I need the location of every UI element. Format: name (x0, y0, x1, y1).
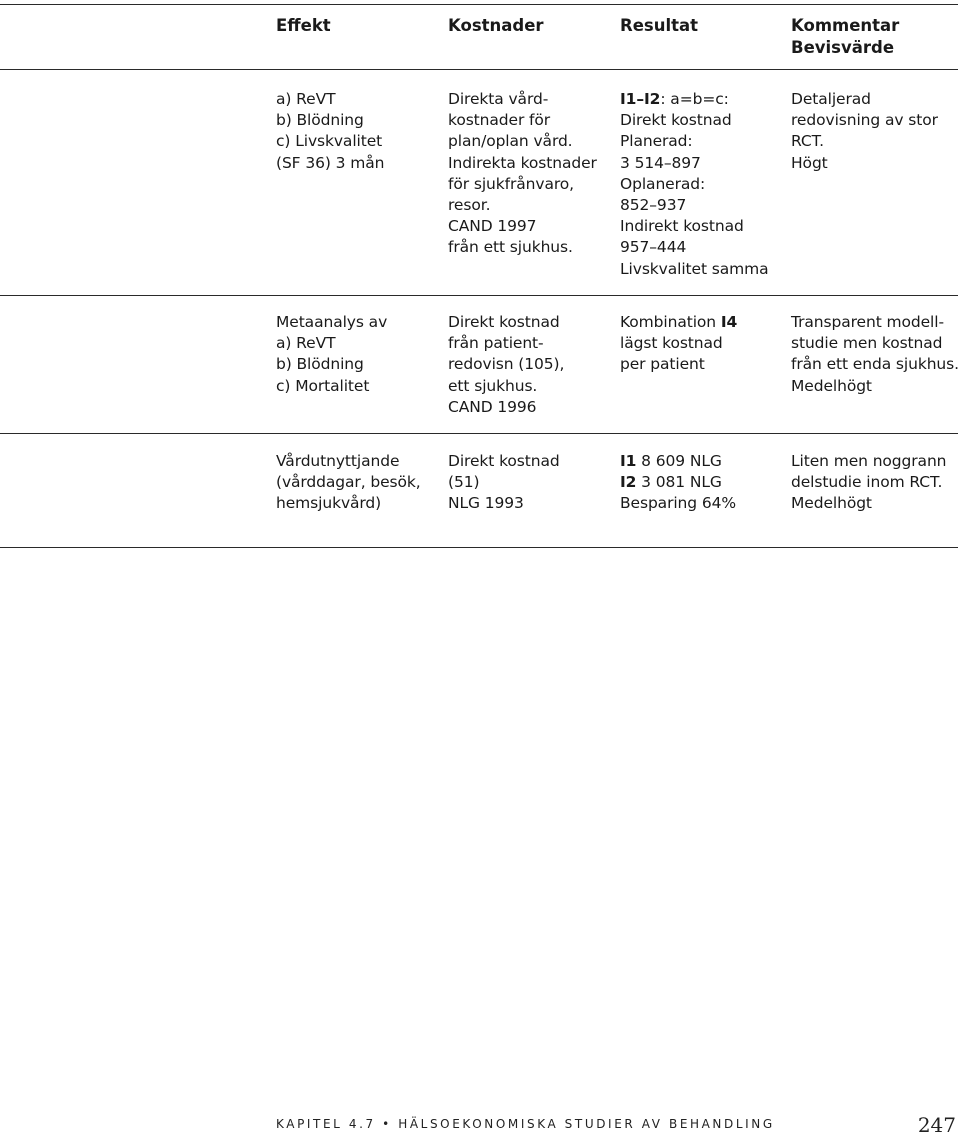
resultat-bold: I4 (720, 313, 738, 331)
cell-kommentar: Liten men noggrann delstudie inom RCT. Medelhögt (791, 452, 947, 513)
page-number: 247 (917, 1113, 956, 1137)
resultat-text: 8 609 NLG (636, 452, 722, 470)
resultat-text-2: 3 081 NLG Besparing 64% (620, 473, 737, 513)
resultat-bold: I1–I2 (620, 90, 661, 108)
cell-effekt: Metaanalys av a) ReVT b) Blödning c) Mortalitet (276, 313, 388, 395)
header-resultat: Resultat (620, 16, 699, 35)
footer-chapter: KAPITEL 4.7 • HÄLSOEKONOMISKA STUDIER AV BEHANDLING (276, 1117, 775, 1131)
cell-kommentar: Detaljerad redovisning av stor RCT. Högt (791, 90, 938, 172)
table-bottom-rule (0, 547, 958, 548)
resultat-bold: I1 (620, 452, 637, 470)
row-divider (0, 433, 958, 434)
cell-effekt: a) ReVT b) Blödning c) Livskvalitet (SF 36) 3 mån (276, 90, 385, 172)
cell-kommentar: Transparent modell- studie men kostnad från ett enda sjukhus. Medelhögt (791, 313, 959, 395)
resultat-pre: Kombination (620, 313, 721, 331)
header-kommentar: Kommentar Bevisvärde (791, 16, 900, 57)
resultat-bold-2: I2 (620, 473, 637, 492)
header-rule (0, 69, 958, 70)
header-effekt: Effekt (276, 16, 331, 35)
cell-kostnader: Direkt kostnad från patient- redovisn (105), ett sjukhus. CAND 1996 (448, 313, 565, 416)
row-divider (0, 295, 958, 296)
cell-effekt: Vårdutnyttjande (vårddagar, besök, hemsjukvård) (276, 452, 421, 513)
cell-resultat (620, 89, 769, 280)
cell-kostnader: Direkt kostnad (51) NLG 1993 (448, 452, 560, 513)
cell-kostnader: Direkta vård- kostnader för plan/oplan vård. Indirekta kostnader för sjukfrånvaro, resor. CAND 1997 från ett sjukhus. (448, 90, 597, 257)
resultat-text: : a=b=c: Direkt kostnad Planerad: 3 514–897 Oplanerad: 852–937 Indirekt kostnad 957–444 Livskvalitet samma (620, 90, 769, 278)
resultat-text: lägst kostnad per patient (620, 334, 723, 374)
table-top-rule (0, 4, 958, 5)
cell-resultat (620, 451, 736, 515)
cell-resultat (620, 312, 737, 376)
header-kostnader: Kostnader (448, 16, 544, 35)
